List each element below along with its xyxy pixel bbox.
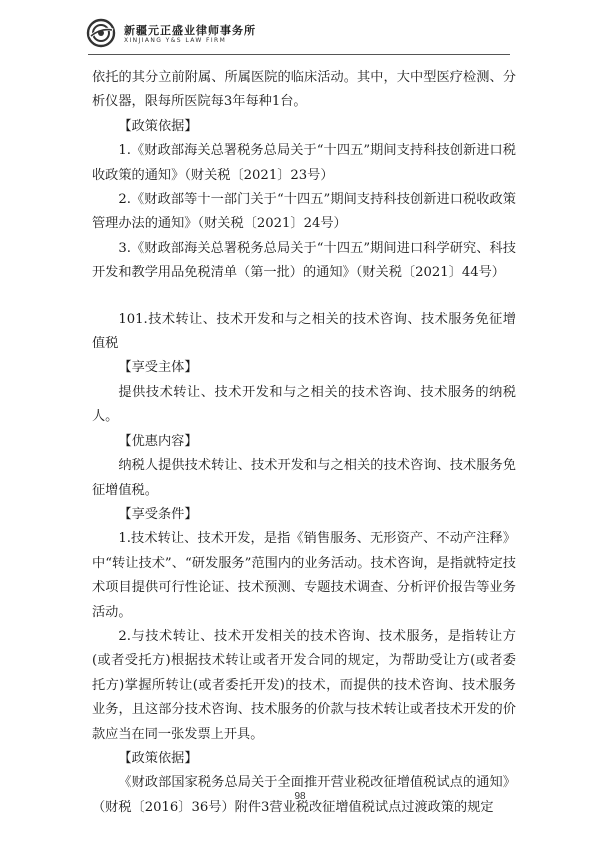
paragraph: 1.《财政部海关总署税务总局关于“十四五”期间支持科技创新进口税收政策的通知》（财关税〔2021〕23号） xyxy=(92,143,516,183)
paragraph: 【政策依据】 xyxy=(118,118,198,134)
document-body xyxy=(92,66,516,820)
paragraph: 提供技术转让、技术开发和与之相关的技术咨询、技术服务的纳税人。 xyxy=(92,384,516,425)
paragraph: 101.技术转让、技术开发和与之相关的技术咨询、技术服务免征增值税 xyxy=(92,311,516,352)
paragraph: 1.技术转让、技术开发，是指《销售服务、无形资产、不动产注释》中“转让技术”、“研发服务”范围内的业务活动。技术咨询，是指就特定技术项目提供可行性论证、技术预测、专题技术调查、分析评价报告等业务活动。 xyxy=(92,531,516,620)
paragraph: 依托的其分立前附属、所属医院的临床活动。其中，大中型医疗检测、分析仪器，限每所医院每3年每种1台。 xyxy=(92,70,516,110)
firm-name-english: XINJIANG Y&S LAW FIRM xyxy=(124,37,227,44)
paragraph: 《财政部国家税务总局关于全面推开营业税改征增值税试点的通知》（财税〔2016〕36号）附件3营业税改征增值税试点过渡政策的规定 xyxy=(92,775,516,815)
header-divider xyxy=(88,54,510,55)
paragraph: 2.与技术转让、技术开发相关的技术咨询、技术服务，是指转让方(或者受托方)根据技术转让或者开发合同的规定，为帮助受让方(或者委托方)掌握所转让(或者委托开发)的技术，而提供的技术咨询、技术服务业务，且这部分技术咨询、技术服务的价款与技术转让或者技术开发的价款应当在同一张发票上开具。 xyxy=(92,628,516,742)
paragraph: 【享受条件】 xyxy=(118,506,198,522)
paragraph: 纳税人提供技术转让、技术开发和与之相关的技术咨询、技术服务免征增值税。 xyxy=(92,458,516,498)
firm-logo-icon xyxy=(86,18,116,48)
paragraph: 3.《财政部海关总署税务总局关于“十四五”期间进口科学研究、科技开发和教学用品免税清单（第一批）的通知》（财关税〔2021〕44号） xyxy=(92,240,516,281)
paragraph: 【优惠内容】 xyxy=(118,433,198,449)
section-gap xyxy=(92,286,516,308)
page-number: 98 xyxy=(294,791,306,802)
firm-name-chinese: 新疆元正盛业律师事务所 xyxy=(124,24,256,37)
paragraph: 【享受主体】 xyxy=(118,360,198,376)
letterhead xyxy=(86,18,426,50)
paragraph: 2.《财政部等十一部门关于“十四五”期间支持科技创新进口税收政策管理办法的通知》（财关税〔2021〕24号） xyxy=(92,192,516,232)
paragraph: 【政策依据】 xyxy=(118,750,198,766)
